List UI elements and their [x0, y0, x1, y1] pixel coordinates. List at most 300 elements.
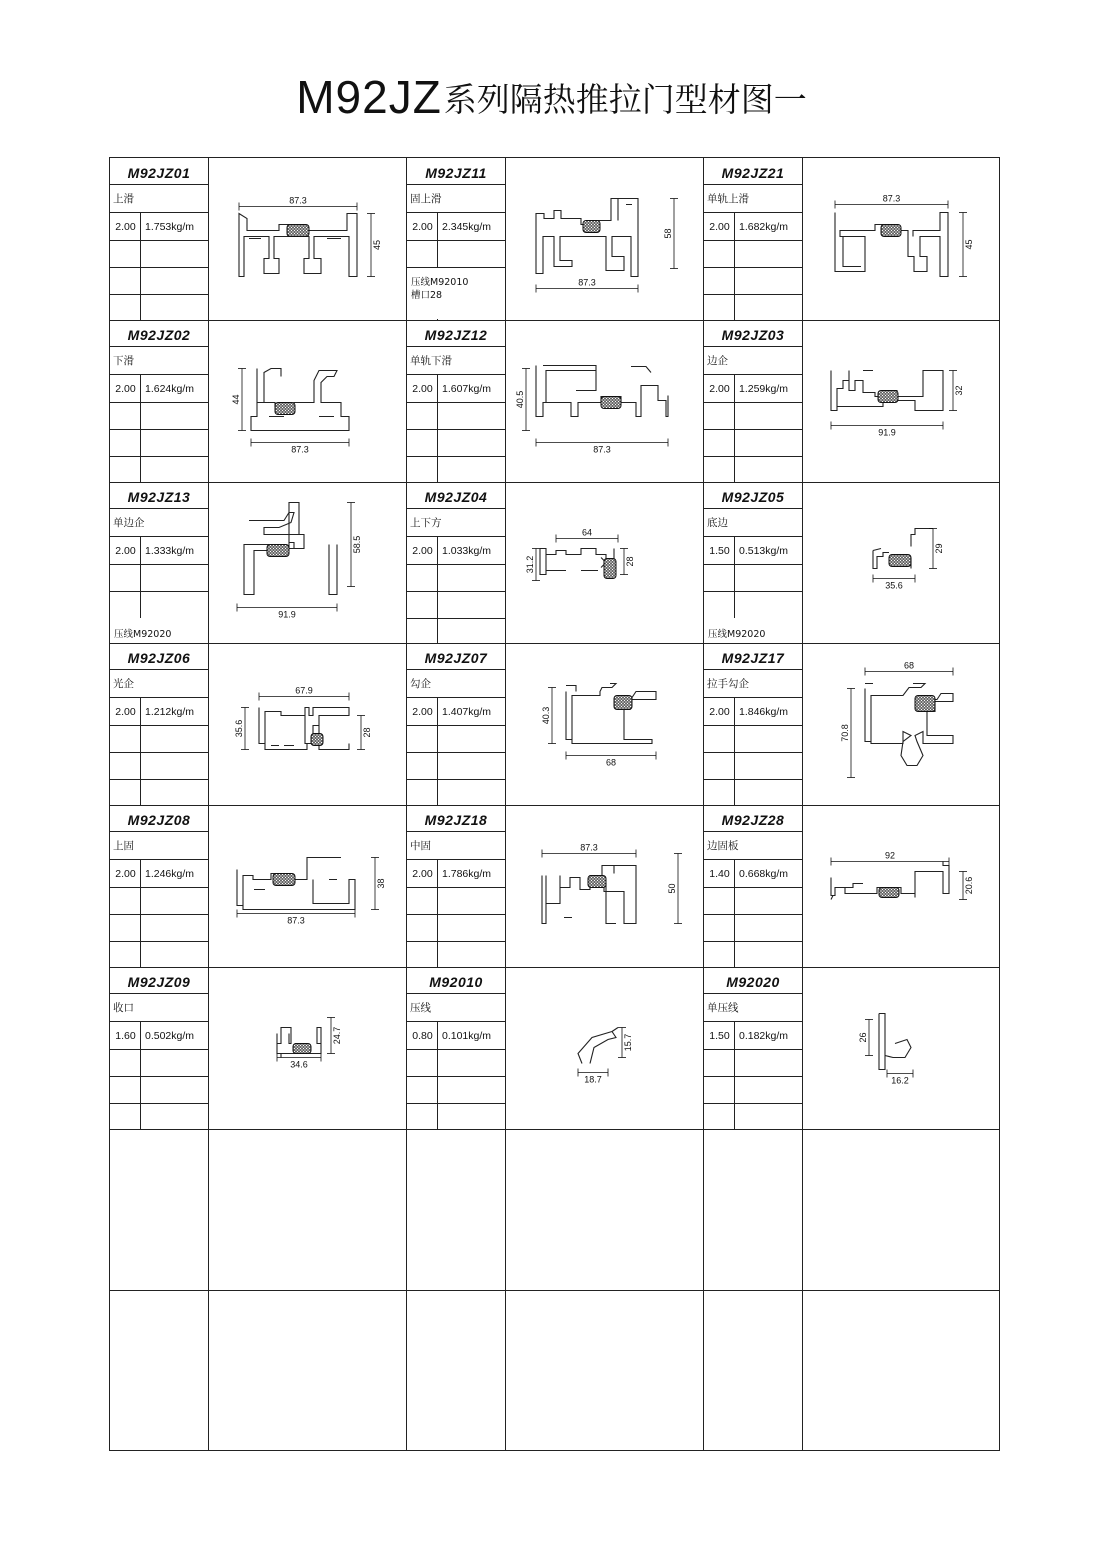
profile-name: 拉手勾企: [707, 678, 749, 690]
profile-name: 压线: [410, 1002, 431, 1014]
profile-info-cell: [407, 158, 505, 320]
grid-line: [407, 618, 505, 619]
dimension-h: [566, 752, 656, 768]
thermal-strip: [881, 225, 901, 237]
grid-line: [704, 212, 802, 213]
profile-outline: [835, 213, 948, 277]
profile-drawing: [506, 482, 704, 644]
profile-name: 上固: [113, 840, 134, 852]
profile-weight: 1.246kg/m: [145, 868, 195, 880]
dimension-v: [929, 529, 944, 569]
grid-line: [407, 859, 505, 860]
profile-weight: 1.333kg/m: [145, 545, 195, 557]
grid-line: [704, 941, 802, 942]
profile-weight: 0.101kg/m: [442, 1030, 492, 1042]
grid-line: [110, 429, 208, 430]
grid-line: [704, 914, 802, 915]
profile-info-cell: [407, 482, 505, 644]
profile-outline: [251, 369, 349, 431]
grid-line: [407, 993, 505, 994]
grid-line: [407, 564, 505, 565]
dimension-v: [515, 369, 530, 431]
grid-line: [704, 429, 802, 430]
grid-line: [110, 240, 208, 241]
dimension-label: 38: [376, 878, 386, 889]
dimension-label: 87.3: [580, 842, 598, 853]
profile-drawing-svg: [803, 967, 1001, 1129]
dimension-label: 87.3: [291, 444, 309, 455]
grid-line: [407, 1021, 505, 1022]
profile-drawing: [209, 158, 407, 320]
profile-drawing-svg: [803, 805, 1001, 967]
dimension-label: 87.3: [289, 195, 307, 206]
profile-drawing: [209, 967, 407, 1129]
grid-line: [704, 669, 802, 670]
profile-outline: [536, 366, 668, 417]
grid-line: [407, 697, 505, 698]
dimension-h: [237, 910, 355, 926]
profile-name: 单轨下滑: [410, 355, 452, 367]
dimension-v: [234, 708, 249, 750]
dimension-v: [959, 213, 974, 277]
profile-code: M92010: [429, 974, 483, 990]
profile-drawing: [209, 805, 407, 967]
grid-line: [110, 564, 208, 565]
dimension-v: [371, 858, 386, 910]
grid-line: [704, 402, 802, 403]
dimension-h: [259, 686, 349, 701]
dimension-h: [536, 278, 638, 293]
grid-line: [110, 887, 208, 888]
grid-line: [704, 267, 802, 268]
profile-outline: [865, 684, 953, 766]
profile-drawing-svg: [803, 482, 1001, 644]
profile-info-cell: [704, 967, 802, 1129]
profile-drawing: [803, 158, 1001, 320]
profile-thickness: 1.50: [709, 545, 730, 557]
profile-thickness: 1.60: [115, 1030, 136, 1042]
thermal-strip: [604, 559, 616, 579]
profile-weight: 1.407kg/m: [442, 706, 492, 718]
dimension-label: 16.2: [891, 1075, 909, 1086]
profile-weight: 2.345kg/m: [442, 221, 492, 233]
dimension-v: [667, 854, 682, 924]
profile-drawing-svg: [803, 158, 1001, 320]
dimension-label: 34.6: [290, 1059, 308, 1070]
profile-outline: [542, 866, 636, 924]
dimension-label: 64: [581, 527, 593, 538]
grid-line: [110, 859, 208, 860]
dimension-v: [663, 199, 678, 269]
profile-drawing-svg: [506, 805, 704, 967]
grid-line: [704, 859, 802, 860]
dimension-v: [541, 688, 556, 744]
profile-drawing: [803, 643, 1001, 805]
profile-thickness: 2.00: [115, 545, 136, 557]
thermal-strip: [311, 734, 323, 746]
dimension-label: 26: [858, 1032, 868, 1043]
profile-note: [708, 628, 765, 641]
profile-thickness: 2.00: [412, 706, 433, 718]
grid-line: [110, 831, 208, 832]
profile-info-cell: [407, 643, 505, 805]
grid-line: [110, 669, 208, 670]
dimension-h: [237, 604, 337, 620]
dimension-label: 40.5: [515, 390, 525, 409]
profile-drawing-svg: [506, 967, 704, 1129]
grid-line: [407, 212, 505, 213]
profile-drawing: [209, 482, 407, 644]
profile-drawing: [803, 805, 1001, 967]
dimension-label: 91.9: [878, 427, 896, 438]
grid-line: [704, 697, 802, 698]
grid-line: [704, 456, 802, 457]
dimension-label: 70.8: [840, 724, 850, 742]
profile-name: 勾企: [410, 678, 431, 690]
profile-name: 上滑: [113, 193, 134, 205]
dimension-label: 92: [884, 850, 896, 861]
profile-table: [109, 157, 1000, 1451]
grid-line: [110, 1076, 208, 1077]
grid-line: [704, 752, 802, 753]
profile-thickness: 2.00: [412, 545, 433, 557]
grid-line: [407, 591, 505, 592]
grid-line: [110, 294, 208, 295]
profile-code: M92JZ21: [721, 165, 785, 181]
profile-drawing-svg: [209, 482, 407, 644]
grid-line: [407, 429, 505, 430]
dimension-h: [831, 851, 949, 866]
grid-line: [704, 831, 802, 832]
grid-line: [704, 993, 802, 994]
dimension-label: 87.3: [578, 277, 596, 288]
profile-weight: 1.033kg/m: [442, 545, 492, 557]
grid-line: [110, 591, 208, 592]
profile-outline: [578, 1028, 618, 1064]
profile-code: M92JZ04: [424, 489, 488, 505]
dimension-label: 18.7: [584, 1074, 602, 1085]
dimension-h: [251, 439, 349, 455]
dimension-v: [347, 503, 362, 587]
dimension-label: 68: [903, 660, 915, 671]
profile-drawing-svg: [209, 158, 407, 320]
profile-drawing: [506, 320, 704, 482]
profile-name: 中固: [410, 840, 431, 852]
grid-line: [704, 508, 802, 509]
dimension-v: [620, 549, 635, 575]
profile-thickness: 2.00: [709, 706, 730, 718]
profile-thickness: 1.50: [709, 1030, 730, 1042]
profile-info-cell: [407, 320, 505, 482]
profile-name: 下滑: [113, 355, 134, 367]
profile-code: M92JZ03: [721, 327, 785, 343]
dimension-label: 45: [964, 239, 974, 250]
grid-line: [110, 508, 208, 509]
thermal-strip: [275, 403, 295, 415]
grid-line: [704, 1103, 802, 1104]
dimension-label: 35.6: [234, 719, 244, 738]
grid-line: [407, 887, 505, 888]
grid-line: [110, 456, 208, 457]
dimension-v: [618, 1028, 633, 1058]
dimension-label: 50: [667, 883, 677, 894]
title-text: 系列隔热推拉门型材图一: [443, 79, 807, 119]
grid-line: [110, 1129, 999, 1130]
profile-weight: 1.846kg/m: [739, 706, 789, 718]
profile-code: M92JZ11: [425, 165, 487, 181]
grid-line: [110, 267, 208, 268]
profile-drawing-svg: [209, 320, 407, 482]
dimension-label: 67.9: [295, 685, 313, 696]
dimension-v: [357, 716, 372, 750]
dimension-label: 58: [663, 228, 673, 239]
profile-drawing-svg: [209, 805, 407, 967]
profile-code: M92JZ18: [424, 812, 488, 828]
grid-line: [110, 1021, 208, 1022]
profile-code: M92JZ13: [127, 489, 191, 505]
profile-thickness: 2.00: [115, 706, 136, 718]
dimension-label: 32: [954, 385, 964, 396]
grid-line: [407, 402, 505, 403]
grid-line: [110, 697, 208, 698]
grid-line: [110, 752, 208, 753]
profile-weight: 0.668kg/m: [739, 868, 789, 880]
grid-line: [110, 725, 208, 726]
grid-line: [110, 779, 208, 780]
grid-line: [110, 1049, 208, 1050]
dimension-v: [858, 1020, 873, 1056]
grid-line: [704, 1021, 802, 1022]
dimension-label: 87.3: [882, 193, 901, 204]
profile-weight: 1.786kg/m: [442, 868, 492, 880]
thermal-strip: [889, 555, 911, 567]
dimension-v: [959, 872, 974, 900]
profile-weight: 1.753kg/m: [145, 221, 195, 233]
profile-info-cell: [110, 482, 208, 644]
thermal-strip: [287, 225, 309, 237]
profile-thickness: 2.00: [412, 221, 433, 233]
profile-note-line: 槽口28: [411, 290, 443, 301]
profile-drawing: [506, 805, 704, 967]
thermal-strip: [601, 397, 621, 409]
profile-code: M92020: [726, 974, 780, 990]
profile-code: M92JZ01: [127, 165, 191, 181]
title-model: M92JZ: [296, 71, 442, 123]
dimension-h: [536, 439, 668, 455]
profile-drawing: [803, 482, 1001, 644]
profile-info-cell: [704, 482, 802, 644]
dimension-h: [887, 1070, 913, 1086]
dimension-label: 29: [934, 543, 944, 554]
grid-line: [110, 374, 208, 375]
grid-line: [407, 184, 505, 185]
dimension-v: [231, 369, 246, 431]
grid-line: [110, 346, 208, 347]
profile-name: 收口: [113, 1002, 134, 1014]
dimension-label: 58.5: [352, 535, 362, 554]
profile-note-line: 压线M92020: [708, 629, 766, 640]
profile-code: M92JZ07: [424, 650, 488, 666]
profile-note: [114, 628, 171, 641]
grid-line: [704, 779, 802, 780]
profile-outline: [879, 1014, 911, 1070]
dimension-h: [873, 575, 915, 591]
profile-code: M92JZ17: [721, 650, 785, 666]
grid-line: [704, 184, 802, 185]
profile-drawing: [506, 967, 704, 1129]
grid-line: [110, 1103, 208, 1104]
grid-line: [407, 1076, 505, 1077]
grid-line: [704, 346, 802, 347]
grid-line: [110, 212, 208, 213]
dimension-label: 28: [625, 556, 635, 567]
profile-thickness: 1.40: [709, 868, 730, 880]
dimension-h: [865, 661, 953, 676]
profile-name: 边企: [707, 355, 728, 367]
profile-weight: 0.502kg/m: [145, 1030, 195, 1042]
profile-drawing-svg: [506, 482, 704, 644]
profile-info-cell: [704, 805, 802, 967]
grid-line: [704, 1076, 802, 1077]
profile-drawing: [803, 967, 1001, 1129]
profile-drawing-svg: [209, 643, 407, 805]
profile-info-cell: [110, 805, 208, 967]
grid-line: [704, 1049, 802, 1050]
thermal-strip: [273, 874, 295, 886]
grid-line: [407, 779, 505, 780]
profile-info-cell: [110, 158, 208, 320]
profile-outline: [540, 549, 614, 575]
dimension-label: 24.7: [332, 1026, 342, 1045]
profile-note-line: 压线M92020: [114, 629, 172, 640]
profile-drawing: [209, 643, 407, 805]
profile-info-cell: [407, 967, 505, 1129]
profile-outline: [566, 684, 656, 744]
thermal-strip: [588, 876, 606, 888]
dimension-h: [277, 1054, 321, 1070]
profile-info-cell: [407, 805, 505, 967]
profile-weight: 1.259kg/m: [739, 383, 789, 395]
profile-info-cell: [110, 320, 208, 482]
profile-info-cell: [110, 643, 208, 805]
profile-weight: 0.182kg/m: [739, 1030, 789, 1042]
grid-line: [110, 993, 208, 994]
profile-outline: [239, 214, 357, 277]
profile-info-cell: [704, 158, 802, 320]
profile-name: 底边: [707, 517, 728, 529]
profile-name: 边固板: [707, 840, 739, 852]
grid-line: [110, 1290, 999, 1291]
profile-code: M92JZ08: [127, 812, 191, 828]
grid-line: [704, 374, 802, 375]
profile-name: 固上滑: [410, 193, 442, 205]
dimension-v: [949, 371, 964, 411]
dimension-label: 68: [605, 757, 617, 768]
profile-name: 单轨上滑: [707, 193, 749, 205]
profile-thickness: 2.00: [115, 221, 136, 233]
profile-drawing: [209, 320, 407, 482]
profile-name: 单边企: [113, 517, 145, 529]
grid-line: [110, 536, 208, 537]
grid-line: [407, 536, 505, 537]
profile-drawing-svg: [209, 967, 407, 1129]
grid-line: [407, 725, 505, 726]
dimension-h: [831, 422, 943, 438]
profile-thickness: 2.00: [709, 221, 730, 233]
profile-thickness: 0.80: [412, 1030, 433, 1042]
dimension-v: [327, 1018, 342, 1054]
grid-line: [704, 887, 802, 888]
dimension-label: 40.3: [541, 706, 551, 725]
profile-drawing-svg: [506, 643, 704, 805]
dimension-h: [542, 843, 636, 858]
page-title: [0, 70, 1103, 124]
profile-thickness: 2.00: [115, 868, 136, 880]
thermal-strip: [915, 696, 935, 712]
profile-thickness: 2.00: [412, 383, 433, 395]
grid-line: [704, 240, 802, 241]
grid-line: [110, 184, 208, 185]
thermal-strip: [879, 888, 899, 898]
profile-drawing: [803, 320, 1001, 482]
dimension-label: 45: [372, 239, 382, 251]
grid-line: [407, 669, 505, 670]
dimension-label: 44: [231, 394, 241, 405]
profile-weight: 1.624kg/m: [145, 383, 195, 395]
grid-line: [110, 941, 208, 942]
thermal-strip: [614, 696, 632, 710]
grid-line: [110, 914, 208, 915]
profile-note: [411, 276, 468, 302]
thermal-strip: [267, 545, 289, 557]
dimension-h: [578, 1069, 608, 1085]
dimension-h: [835, 194, 948, 209]
profile-thickness: 2.00: [115, 383, 136, 395]
profile-code: M92JZ28: [721, 812, 785, 828]
dimension-h: [239, 196, 357, 211]
dimension-v: [840, 689, 855, 778]
profile-weight: 1.682kg/m: [739, 221, 789, 233]
grid-line: [704, 564, 802, 565]
profile-drawing: [506, 158, 704, 320]
thermal-strip: [293, 1044, 311, 1054]
grid-line: [704, 725, 802, 726]
profile-code: M92JZ06: [127, 650, 191, 666]
profile-note-line: 压线M92010: [411, 277, 469, 288]
grid-line: [407, 374, 505, 375]
profile-drawing-svg: [506, 320, 704, 482]
profile-drawing-svg: [506, 158, 704, 320]
grid-line: [407, 752, 505, 753]
profile-drawing: [506, 643, 704, 805]
profile-weight: 0.513kg/m: [739, 545, 789, 557]
profile-drawing-svg: [803, 320, 1001, 482]
grid-line: [704, 591, 802, 592]
dimension-label: 35.6: [885, 580, 903, 591]
dimension-label: 91.9: [278, 609, 296, 620]
dimension-label: 31.2: [525, 555, 535, 574]
profile-outline: [536, 199, 638, 277]
profile-code: M92JZ12: [424, 327, 488, 343]
profile-outline: [244, 503, 337, 595]
grid-line: [407, 346, 505, 347]
dimension-label: 15.7: [623, 1033, 633, 1052]
thermal-strip: [583, 221, 600, 233]
profile-outline: [259, 708, 349, 750]
profile-thickness: 2.00: [709, 383, 730, 395]
profile-info-cell: [110, 967, 208, 1129]
grid-line: [407, 941, 505, 942]
